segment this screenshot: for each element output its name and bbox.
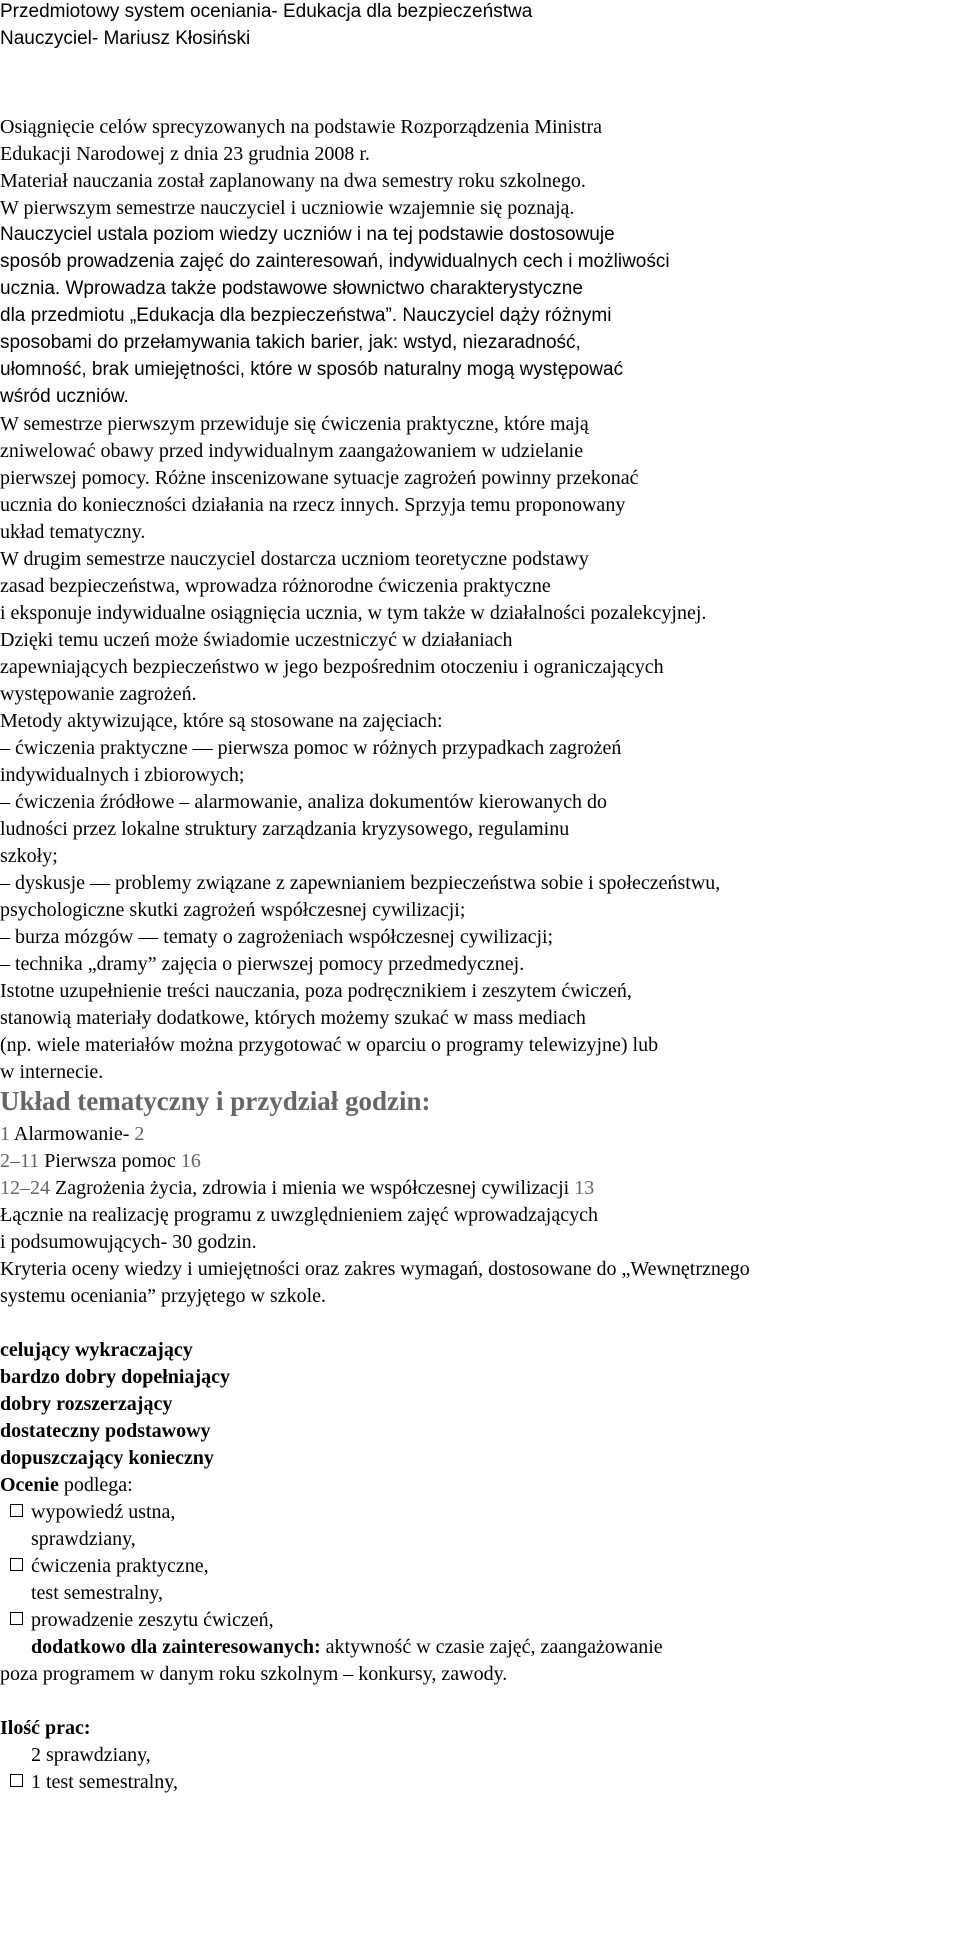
list-item-line: – burza mózgów — tematy o zagrożeniach współczesnej cywilizacji; [0, 926, 554, 948]
body-line: ucznia do konieczności działania na rzecz innych. Sprzyja temu proponowany [0, 494, 626, 516]
grade-line: celujący wykraczający [0, 1339, 193, 1361]
body-line: Edukacji Narodowej z dnia 23 grudnia 2008 r. [0, 143, 370, 165]
assessment-lead-bold: Ocenie [0, 1474, 59, 1496]
body-line: zapewniających bezpieczeństwo w jego bezpośrednim otoczeniu i ograniczających [0, 656, 664, 678]
body-line: (np. wiele materiałów można przygotować w oparciu o programy telewizyjne) lub [0, 1034, 659, 1056]
list-item-line: szkoły; [0, 845, 58, 867]
grade-line: dostateczny podstawowy [0, 1420, 211, 1442]
topic-row [0, 1176, 594, 1200]
topic-hours: 13 [574, 1177, 595, 1199]
list-item-line: – ćwiczenia źródłowe – alarmowanie, analiza dokumentów kierowanych do [0, 791, 607, 813]
body-line: systemu oceniania” przyjętego w szkole. [0, 1285, 326, 1307]
list-item-line: – technika „dramy” zajęcia o pierwszej pomocy przedmedycznej. [0, 953, 525, 975]
body-line: Osiągnięcie celów sprecyzowanych na podstawie Rozporządzenia Ministra [0, 116, 602, 138]
body-line: dla przedmiotu „Edukacja dla bezpieczeństwa”. Nauczyciel dąży różnymi [0, 305, 612, 326]
body-line: stanowią materiały dodatkowe, których możemy szukać w mass mediach [0, 1007, 586, 1029]
body-line: występowanie zagrożeń. [0, 683, 197, 705]
square-bullet-icon [10, 1504, 23, 1517]
body-line: pierwszej pomocy. Różne inscenizowane sytuacje zagrożeń powinny przekonać [0, 467, 639, 489]
topic-range: 1 [0, 1123, 10, 1145]
doc-title-line-1: Przedmiotowy system oceniania- Edukacja dla bezpieczeństwa [0, 1, 533, 22]
topic-range: 2–11 [0, 1150, 40, 1172]
topic-hours: 2 [134, 1123, 145, 1145]
list-item-line: indywidualnych i zbiorowych; [0, 764, 245, 786]
grade-line: dopuszczający konieczny [0, 1447, 214, 1469]
topic-row [0, 1149, 201, 1173]
grade-line: dobry rozszerzający [0, 1393, 173, 1415]
list-item-line: ludności przez lokalne struktury zarządzania kryzysowego, regulaminu [0, 818, 570, 840]
section-heading: Układ tematyczny i przydział godzin: [0, 1086, 431, 1116]
topic-range: 12–24 [0, 1177, 50, 1199]
assessment-item: wypowiedź ustna, [10, 1500, 175, 1524]
body-line: układ tematyczny. [0, 521, 146, 543]
body-line: Łącznie na realizację programu z uwzględnieniem zajęć wprowadzających [0, 1204, 598, 1226]
work-count-item: 2 sprawdziany, [31, 1744, 151, 1766]
body-line: w internecie. [0, 1061, 104, 1083]
doc-title-line-2: Nauczyciel- Mariusz Kłosiński [0, 28, 251, 49]
body-line: Materiał nauczania został zaplanowany na dwa semestry roku szkolnego. [0, 170, 586, 192]
topic-row [0, 1122, 144, 1146]
body-line: i podsumowujących- 30 godzin. [0, 1231, 257, 1253]
list-item-line: – ćwiczenia praktyczne — pierwsza pomoc w różnych przypadkach zagrożeń [0, 737, 622, 759]
work-count-item: 1 test semestralny, [10, 1770, 178, 1794]
assessment-item: sprawdziany, [31, 1528, 136, 1550]
topic-name: Alarmowanie- [10, 1123, 135, 1145]
body-line: W semestrze pierwszym przewiduje się ćwiczenia praktyczne, które mają [0, 413, 589, 435]
body-line: Istotne uzupełnienie treści nauczania, poza podręcznikiem i zeszytem ćwiczeń, [0, 980, 632, 1002]
work-count-heading: Ilość prac: [0, 1717, 91, 1739]
body-line: Dzięki temu uczeń może świadomie uczestniczyć w działaniach [0, 629, 513, 651]
body-line: sposób prowadzenia zajęć do zainteresowań, indywidualnych cech i możliwości [0, 251, 670, 272]
body-line: W pierwszym semestrze nauczyciel i uczniowie wzajemnie się poznają. [0, 197, 575, 219]
assessment-extra-rest: aktywność w czasie zajęć, zaangażowanie [320, 1636, 663, 1658]
body-line: sposobami do przełamywania takich barier, jak: wstyd, niezaradność, [0, 332, 581, 353]
body-line: zasad bezpieczeństwa, wprowadza różnorodne ćwiczenia praktyczne [0, 575, 551, 597]
topic-hours: 16 [180, 1150, 201, 1172]
list-item-line: psychologiczne skutki zagrożeń współczesnej cywilizacji; [0, 899, 466, 921]
assessment-extra-bold: dodatkowo dla zainteresowanych: [31, 1636, 321, 1658]
assessment-extra-line-2: poza programem w danym roku szkolnym – konkursy, zawody. [0, 1663, 508, 1685]
grade-line: bardzo dobry dopełniający [0, 1366, 231, 1388]
body-line: i eksponuje indywidualne osiągnięcia ucznia, w tym także w działalności pozalekcyjnej. [0, 602, 707, 624]
assessment-item: prowadzenie zeszytu ćwiczeń, [10, 1608, 274, 1632]
topic-name: Pierwsza pomoc [39, 1150, 181, 1172]
assessment-lead [0, 1473, 133, 1497]
body-line: Kryteria oceny wiedzy i umiejętności oraz zakres wymagań, dostosowane do „Wewnętrznego [0, 1258, 750, 1280]
square-bullet-icon [10, 1774, 23, 1787]
body-line: zniwelować obawy przed indywidualnym zaangażowaniem w udzielanie [0, 440, 584, 462]
square-bullet-icon [10, 1612, 23, 1625]
body-line: Metody aktywizujące, które są stosowane na zajęciach: [0, 710, 443, 732]
list-item-line: – dyskusje — problemy związane z zapewnianiem bezpieczeństwa sobie i społeczeństwu, [0, 872, 721, 894]
assessment-lead-rest: podlega: [58, 1474, 133, 1496]
assessment-item: test semestralny, [31, 1582, 164, 1604]
body-line: Nauczyciel ustala poziom wiedzy uczniów i na tej podstawie dostosowuje [0, 224, 615, 245]
assessment-item: ćwiczenia praktyczne, [10, 1554, 209, 1578]
body-line: ucznia. Wprowadza także podstawowe słownictwo charakterystyczne [0, 278, 583, 299]
topic-name: Zagrożenia życia, zdrowia i mienia we współczesnej cywilizacji [50, 1177, 575, 1199]
body-line: ułomność, brak umiejętności, które w sposób naturalny mogą występować [0, 359, 624, 380]
assessment-extra [31, 1635, 663, 1659]
square-bullet-icon [10, 1558, 23, 1571]
body-line: W drugim semestrze nauczyciel dostarcza uczniom teoretyczne podstawy [0, 548, 589, 570]
body-line: wśród uczniów. [0, 386, 129, 407]
